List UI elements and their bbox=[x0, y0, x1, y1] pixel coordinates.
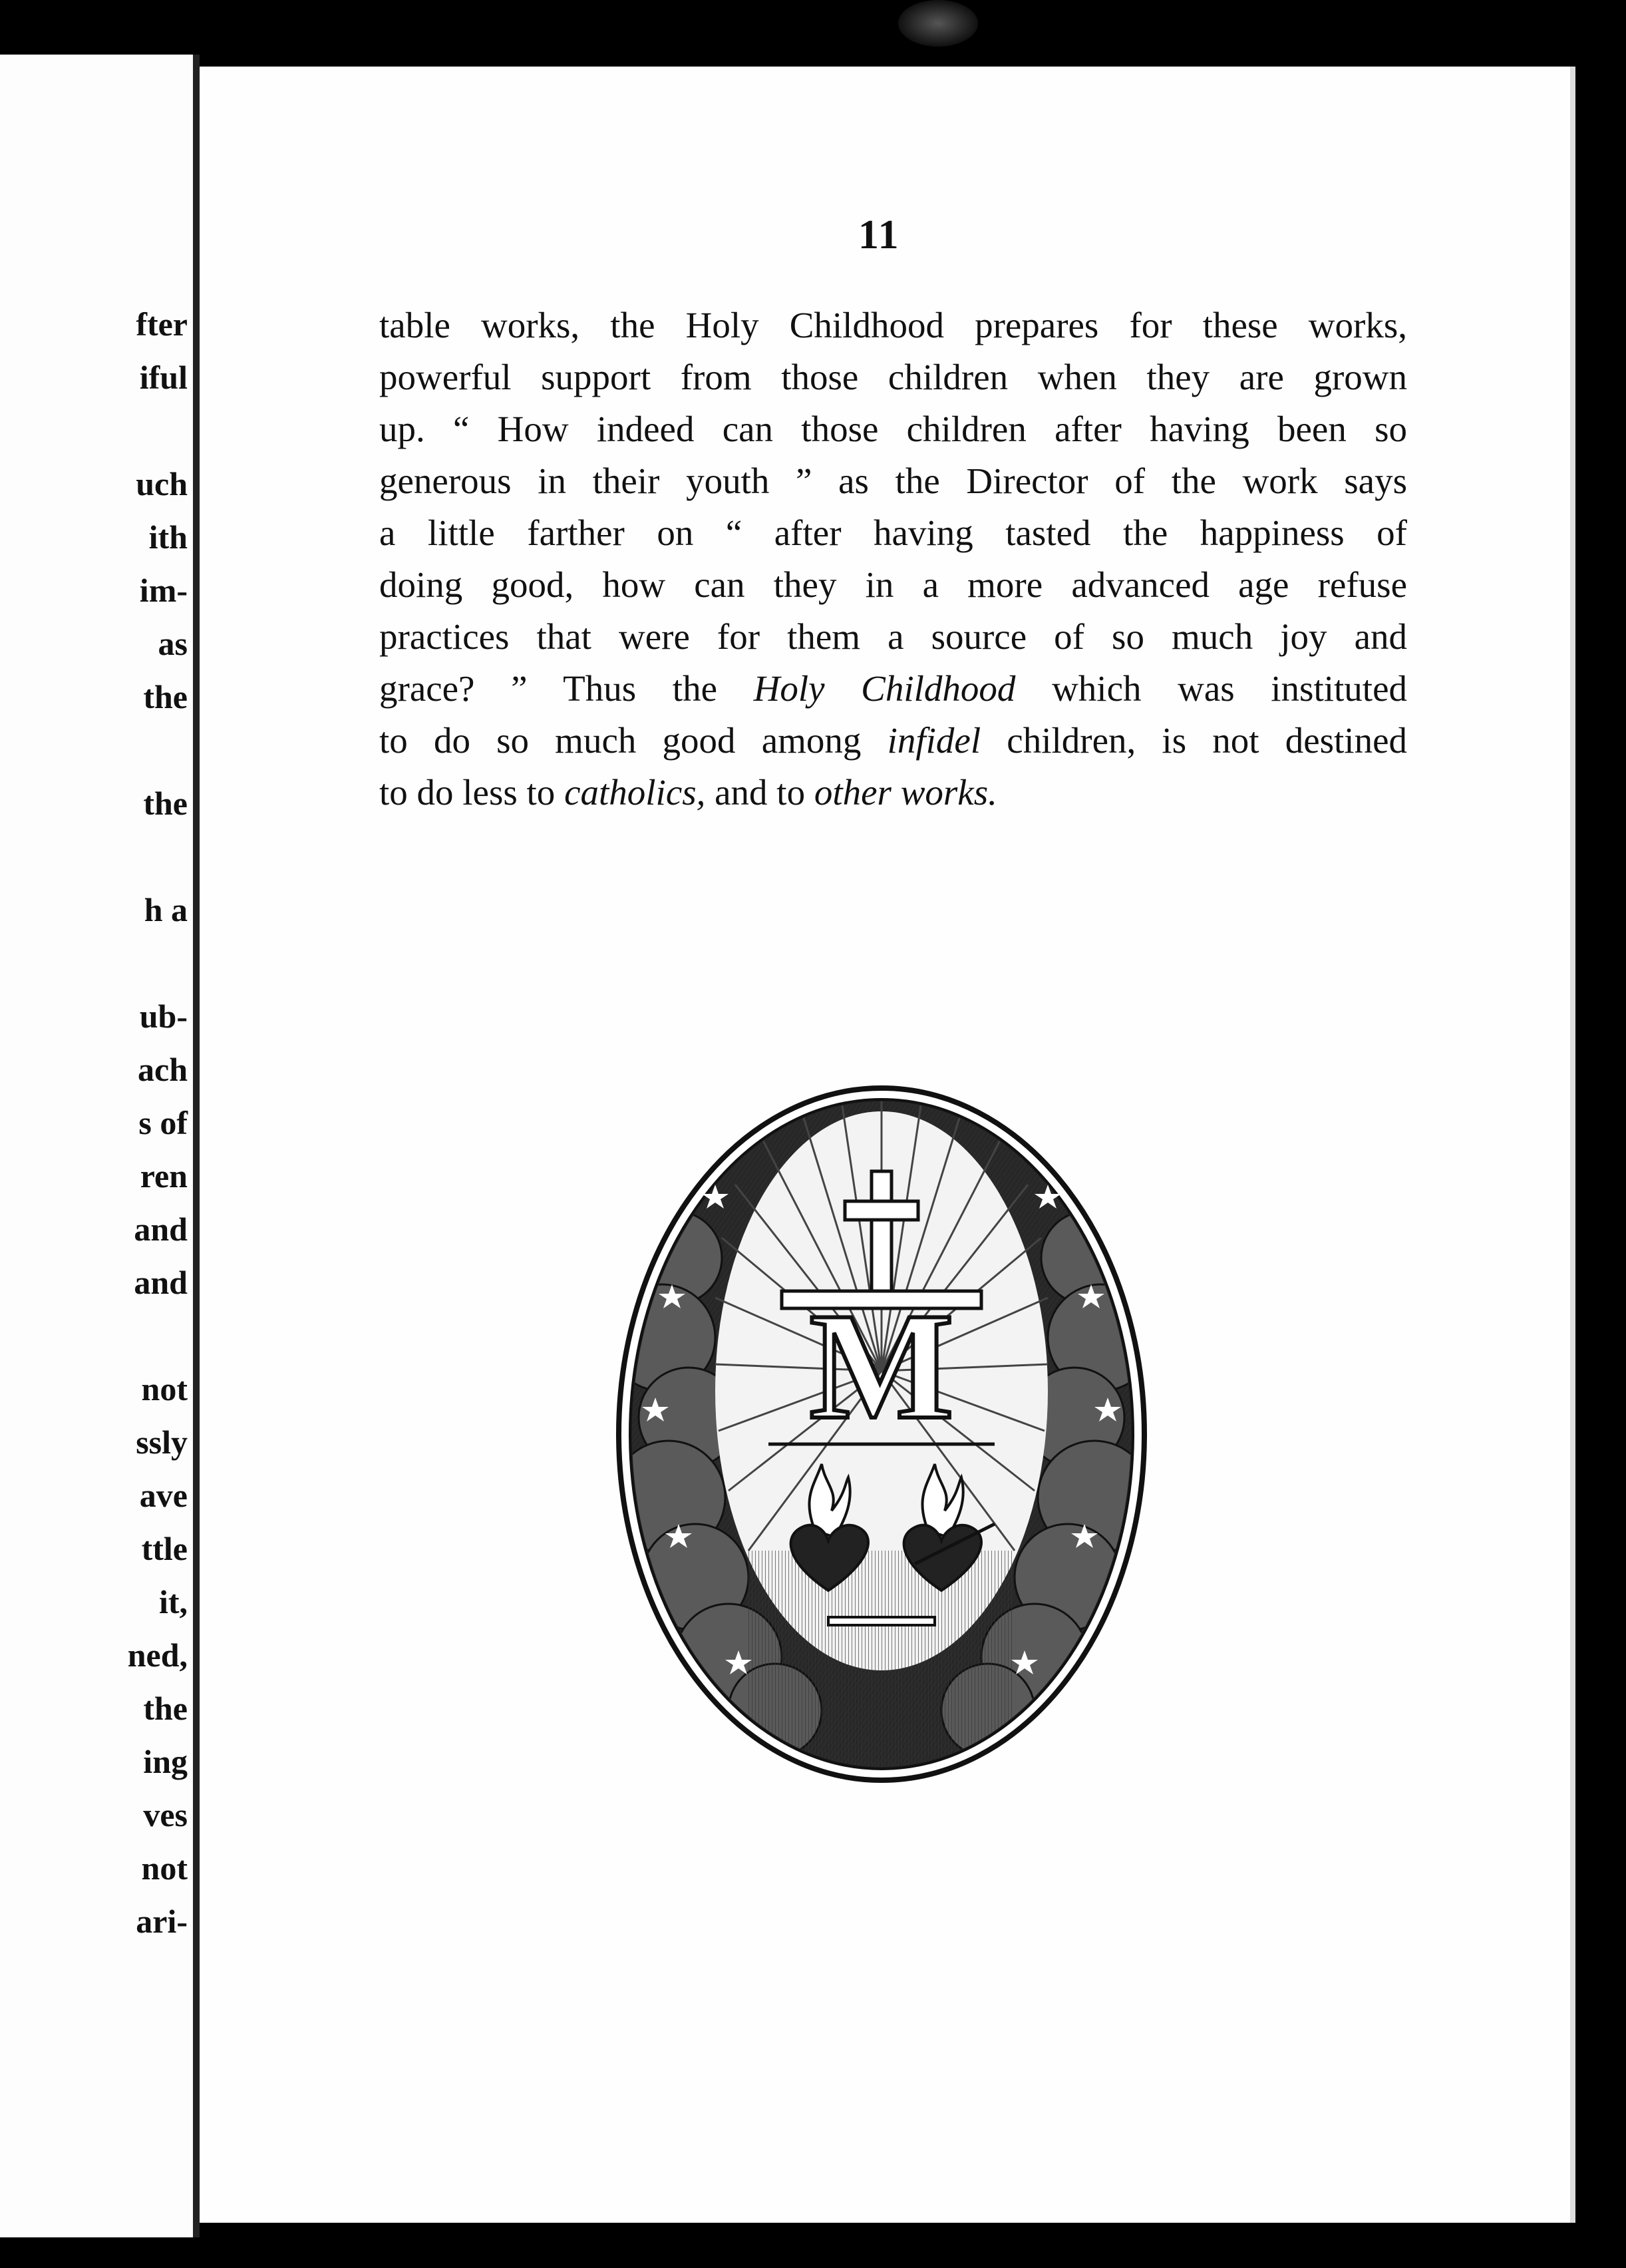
line-fragment: iful bbox=[139, 359, 188, 396]
miraculous-medal-engraving bbox=[615, 1085, 1148, 1784]
text-run: grace? ” Thus the bbox=[379, 668, 717, 709]
text-line: generous in their youth ” as the Director of the work says bbox=[379, 461, 1407, 501]
line-fragment: not bbox=[141, 1849, 188, 1887]
text-line: practices that were for them a source of so much joy and bbox=[379, 616, 1407, 657]
line-fragment: h a bbox=[144, 891, 188, 928]
text-run: and to bbox=[715, 772, 806, 813]
text-run: which was instituted bbox=[1052, 668, 1407, 709]
line-fragment: ach bbox=[138, 1051, 188, 1088]
page-number: 11 bbox=[858, 212, 900, 258]
line-fragment: s of bbox=[138, 1104, 188, 1141]
page-gutter bbox=[193, 55, 200, 2237]
text-line: powerful support from those children when they are grown bbox=[379, 357, 1407, 397]
line-fragment: uch bbox=[136, 465, 188, 502]
line-fragment: ttle bbox=[141, 1530, 188, 1567]
text-run: to do so much good among bbox=[379, 720, 862, 761]
text-line: doing good, how can they in a more advanced age refuse bbox=[379, 564, 1407, 605]
text-line: up. “ How indeed can those children after having been so bbox=[379, 409, 1407, 449]
line-fragment: ves bbox=[143, 1796, 188, 1833]
line-fragment: ing bbox=[143, 1743, 188, 1780]
italic-run: other works. bbox=[814, 772, 997, 813]
line-fragment: ren bbox=[140, 1157, 188, 1195]
line-fragment: ub- bbox=[139, 998, 188, 1035]
previous-page bbox=[0, 55, 200, 2237]
base-platform bbox=[828, 1617, 935, 1625]
line-fragment: ned, bbox=[127, 1636, 188, 1674]
line-fragment: the bbox=[143, 678, 188, 715]
line-fragment: fter bbox=[136, 305, 188, 343]
text-run: to do less to bbox=[379, 772, 556, 813]
text-line bbox=[379, 767, 1407, 819]
line-fragment: im- bbox=[139, 572, 188, 609]
body-paragraph bbox=[379, 299, 1407, 819]
line-fragment: not bbox=[141, 1370, 188, 1408]
text-line bbox=[379, 715, 1407, 767]
monogram-m: M bbox=[809, 1281, 954, 1451]
scan-artifact bbox=[898, 0, 978, 47]
line-fragment: the bbox=[143, 1690, 188, 1727]
text-run: children, is not destined bbox=[1007, 720, 1407, 761]
text-line: a little farther on “ after having tasted the happiness of bbox=[379, 512, 1407, 553]
line-fragment: ssly bbox=[136, 1423, 188, 1461]
italic-run: catholics, bbox=[564, 772, 706, 813]
italic-run: infidel bbox=[887, 720, 981, 761]
line-fragment: it, bbox=[158, 1583, 188, 1620]
text-line: table works, the Holy Childhood prepares for these works, bbox=[379, 305, 1407, 345]
line-fragment: ith bbox=[148, 518, 188, 556]
line-fragment: the bbox=[143, 785, 188, 822]
line-fragment: and bbox=[134, 1264, 188, 1301]
line-fragment: as bbox=[158, 625, 188, 662]
line-fragment: ave bbox=[139, 1477, 188, 1514]
previous-page-text bbox=[0, 55, 200, 2237]
italic-run: Holy Childhood bbox=[753, 668, 1016, 709]
line-fragment: and bbox=[134, 1211, 188, 1248]
text-line bbox=[379, 663, 1407, 715]
line-fragment: ari- bbox=[136, 1903, 188, 1940]
